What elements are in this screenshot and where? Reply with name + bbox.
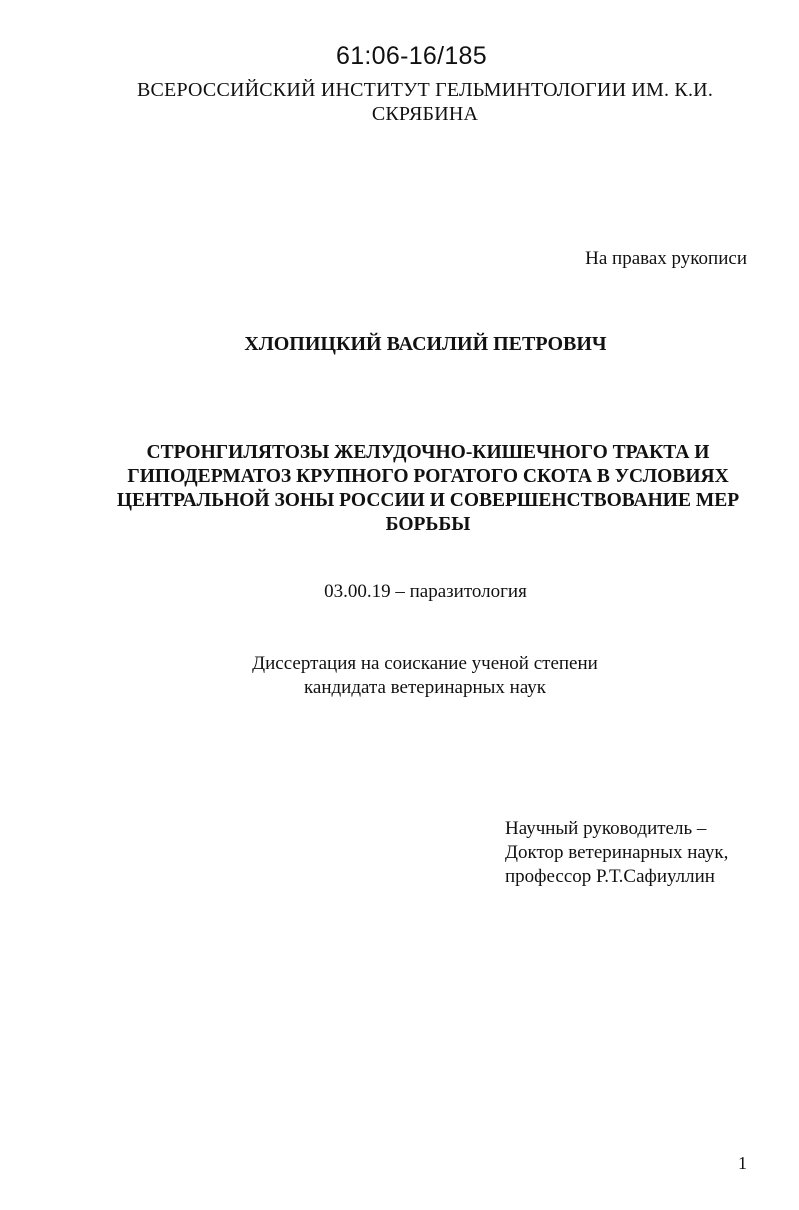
supervisor-line-1: Научный руководитель – <box>505 818 707 839</box>
page-number: 1 <box>738 1153 747 1173</box>
specialty-code <box>0 581 799 603</box>
call-number-text: 61:06-16/185 <box>336 42 487 70</box>
author-name-text: ХЛОПИЦКИЙ ВАСИЛИЙ ПЕТРОВИЧ <box>244 333 607 355</box>
call-number <box>0 42 799 71</box>
rights-notice: На правах рукописи <box>585 248 747 269</box>
supervisor-line-2: Доктор ветеринарных наук, <box>505 842 729 863</box>
institute-name: ВСЕРОССИЙСКИЙ ИНСТИТУТ ГЕЛЬМИНТОЛОГИИ ИМ. К.И. СКРЯБИНА <box>136 79 714 125</box>
author-name <box>0 333 799 356</box>
dissertation-title: СТРОНГИЛЯТОЗЫ ЖЕЛУДОЧНО-КИШЕЧНОГО ТРАКТА И ГИПОДЕРМАТОЗ КРУПНОГО РОГАТОГО СКОТА В УСЛОВИЯХ ЦЕНТРАЛЬНОЙ ЗОНЫ РОССИИ И СОВЕРШЕНСТВОВАНИЕ МЕР БОРЬБЫ <box>116 442 740 535</box>
supervisor-line-3: профессор Р.Т.Сафиуллин <box>505 866 715 887</box>
supervisor-block <box>505 817 728 889</box>
specialty-code-text: 03.00.19 – паразитология <box>324 581 527 602</box>
degree-statement-line-1: Диссертация на соискание ученой степени <box>252 653 598 674</box>
degree-statement-line-2: кандидата ветеринарных наук <box>303 677 547 698</box>
degree-statement <box>200 652 650 700</box>
